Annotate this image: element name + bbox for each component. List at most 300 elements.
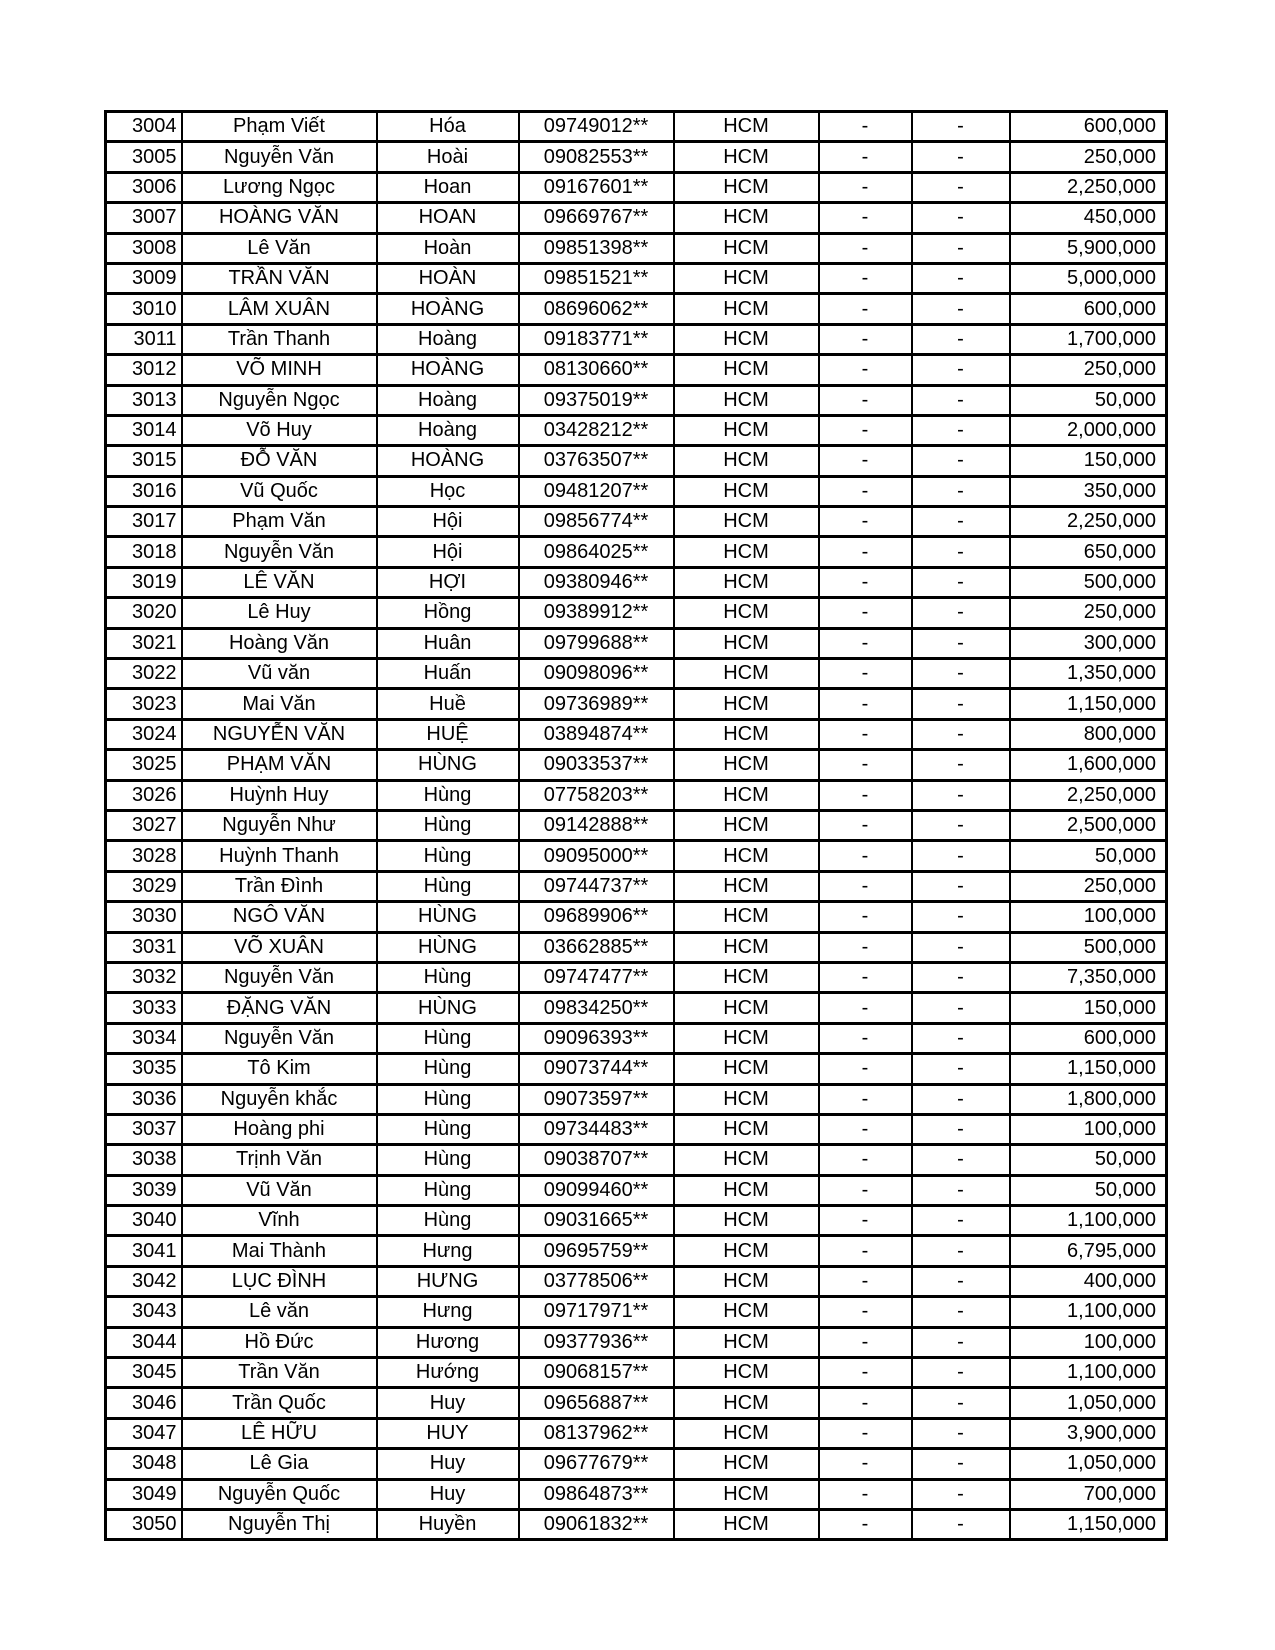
cell-phone-masked: 09073597**	[519, 1084, 674, 1114]
cell-phone-masked: 08696062**	[519, 294, 674, 324]
cell-amount: 3,900,000	[1010, 1418, 1167, 1448]
cell-member-id: 3037	[106, 1114, 182, 1144]
cell-blank-col-2: -	[912, 1327, 1010, 1357]
cell-amount: 100,000	[1010, 1327, 1167, 1357]
cell-first-middle-name: Phạm Viết	[182, 112, 377, 142]
cell-blank-col-1: -	[819, 1449, 912, 1479]
cell-member-id: 3011	[106, 324, 182, 354]
cell-amount: 150,000	[1010, 993, 1167, 1023]
cell-amount: 5,900,000	[1010, 233, 1167, 263]
cell-phone-masked: 07758203**	[519, 780, 674, 810]
cell-blank-col-1: -	[819, 628, 912, 658]
cell-city: HCM	[674, 659, 819, 689]
cell-member-id: 3008	[106, 233, 182, 263]
cell-phone-masked: 03763507**	[519, 446, 674, 476]
cell-member-id: 3013	[106, 385, 182, 415]
cell-phone-masked: 09856774**	[519, 507, 674, 537]
cell-city: HCM	[674, 1175, 819, 1205]
cell-blank-col-1: -	[819, 1175, 912, 1205]
cell-last-name: Hóa	[377, 112, 519, 142]
cell-last-name: HUỆ	[377, 719, 519, 749]
cell-city: HCM	[674, 385, 819, 415]
cell-last-name: Huân	[377, 628, 519, 658]
cell-last-name: Hội	[377, 507, 519, 537]
cell-blank-col-1: -	[819, 1509, 912, 1539]
cell-first-middle-name: Nguyễn Như	[182, 810, 377, 840]
cell-amount: 1,050,000	[1010, 1388, 1167, 1418]
cell-blank-col-2: -	[912, 1206, 1010, 1236]
cell-last-name: Huấn	[377, 659, 519, 689]
cell-member-id: 3017	[106, 507, 182, 537]
cell-city: HCM	[674, 962, 819, 992]
cell-blank-col-2: -	[912, 172, 1010, 202]
cell-member-id: 3043	[106, 1297, 182, 1327]
cell-blank-col-1: -	[819, 567, 912, 597]
cell-amount: 800,000	[1010, 719, 1167, 749]
cell-phone-masked: 09031665**	[519, 1206, 674, 1236]
cell-amount: 1,700,000	[1010, 324, 1167, 354]
cell-blank-col-2: -	[912, 1388, 1010, 1418]
cell-phone-masked: 03428212**	[519, 415, 674, 445]
cell-first-middle-name: Vũ Văn	[182, 1175, 377, 1205]
cell-blank-col-1: -	[819, 871, 912, 901]
cell-blank-col-2: -	[912, 1449, 1010, 1479]
cell-amount: 50,000	[1010, 1175, 1167, 1205]
cell-blank-col-2: -	[912, 1054, 1010, 1084]
cell-phone-masked: 09669767**	[519, 203, 674, 233]
cell-first-middle-name: Hoàng Văn	[182, 628, 377, 658]
cell-phone-masked: 09068157**	[519, 1358, 674, 1388]
cell-blank-col-2: -	[912, 233, 1010, 263]
cell-amount: 2,250,000	[1010, 507, 1167, 537]
cell-member-id: 3012	[106, 355, 182, 385]
cell-blank-col-1: -	[819, 1023, 912, 1053]
cell-first-middle-name: HOÀNG VĂN	[182, 203, 377, 233]
cell-last-name: Hùng	[377, 780, 519, 810]
cell-city: HCM	[674, 780, 819, 810]
cell-city: HCM	[674, 1479, 819, 1509]
table-row	[106, 1327, 1167, 1357]
cell-blank-col-1: -	[819, 719, 912, 749]
cell-amount: 300,000	[1010, 628, 1167, 658]
cell-member-id: 3044	[106, 1327, 182, 1357]
cell-first-middle-name: Nguyễn Ngọc	[182, 385, 377, 415]
cell-last-name: Hùng	[377, 1023, 519, 1053]
cell-blank-col-2: -	[912, 537, 1010, 567]
cell-last-name: Hoàng	[377, 415, 519, 445]
cell-phone-masked: 09851398**	[519, 233, 674, 263]
table-row	[106, 537, 1167, 567]
table-row	[106, 932, 1167, 962]
cell-blank-col-2: -	[912, 476, 1010, 506]
cell-first-middle-name: Huỳnh Huy	[182, 780, 377, 810]
table-row	[106, 355, 1167, 385]
table-row	[106, 233, 1167, 263]
table-row	[106, 507, 1167, 537]
cell-phone-masked: 09864025**	[519, 537, 674, 567]
cell-blank-col-1: -	[819, 1206, 912, 1236]
cell-member-id: 3023	[106, 689, 182, 719]
table-row	[106, 1388, 1167, 1418]
cell-last-name: Huy	[377, 1479, 519, 1509]
cell-blank-col-2: -	[912, 1358, 1010, 1388]
cell-amount: 2,000,000	[1010, 415, 1167, 445]
cell-city: HCM	[674, 507, 819, 537]
cell-amount: 6,795,000	[1010, 1236, 1167, 1266]
cell-amount: 450,000	[1010, 203, 1167, 233]
cell-city: HCM	[674, 841, 819, 871]
member-table	[104, 110, 1168, 1541]
cell-first-middle-name: Phạm Văn	[182, 507, 377, 537]
cell-phone-masked: 09736989**	[519, 689, 674, 719]
cell-blank-col-2: -	[912, 1418, 1010, 1448]
cell-amount: 350,000	[1010, 476, 1167, 506]
cell-amount: 1,600,000	[1010, 750, 1167, 780]
cell-member-id: 3048	[106, 1449, 182, 1479]
cell-phone-masked: 09167601**	[519, 172, 674, 202]
cell-blank-col-2: -	[912, 932, 1010, 962]
table-row	[106, 385, 1167, 415]
cell-blank-col-2: -	[912, 294, 1010, 324]
cell-city: HCM	[674, 598, 819, 628]
table-row	[106, 902, 1167, 932]
cell-last-name: Huề	[377, 689, 519, 719]
cell-phone-masked: 09481207**	[519, 476, 674, 506]
cell-last-name: Hội	[377, 537, 519, 567]
cell-blank-col-1: -	[819, 993, 912, 1023]
cell-blank-col-1: -	[819, 1327, 912, 1357]
cell-blank-col-1: -	[819, 1054, 912, 1084]
cell-amount: 600,000	[1010, 294, 1167, 324]
table-row	[106, 689, 1167, 719]
cell-phone-masked: 09656887**	[519, 1388, 674, 1418]
cell-city: HCM	[674, 1236, 819, 1266]
cell-member-id: 3039	[106, 1175, 182, 1205]
cell-city: HCM	[674, 871, 819, 901]
table-row	[106, 142, 1167, 172]
cell-first-middle-name: LỤC ĐÌNH	[182, 1266, 377, 1296]
cell-blank-col-2: -	[912, 355, 1010, 385]
cell-phone-masked: 03662885**	[519, 932, 674, 962]
cell-member-id: 3009	[106, 263, 182, 293]
table-row	[106, 993, 1167, 1023]
cell-blank-col-2: -	[912, 993, 1010, 1023]
cell-city: HCM	[674, 810, 819, 840]
cell-last-name: Hương	[377, 1327, 519, 1357]
cell-first-middle-name: Lương Ngọc	[182, 172, 377, 202]
cell-blank-col-2: -	[912, 1509, 1010, 1539]
cell-amount: 600,000	[1010, 1023, 1167, 1053]
cell-member-id: 3014	[106, 415, 182, 445]
cell-amount: 700,000	[1010, 1479, 1167, 1509]
cell-phone-masked: 09677679**	[519, 1449, 674, 1479]
cell-amount: 500,000	[1010, 932, 1167, 962]
cell-amount: 250,000	[1010, 355, 1167, 385]
cell-first-middle-name: Lê Gia	[182, 1449, 377, 1479]
cell-blank-col-2: -	[912, 841, 1010, 871]
cell-member-id: 3047	[106, 1418, 182, 1448]
cell-blank-col-1: -	[819, 1145, 912, 1175]
cell-city: HCM	[674, 1145, 819, 1175]
cell-blank-col-2: -	[912, 1236, 1010, 1266]
cell-last-name: HÙNG	[377, 932, 519, 962]
cell-blank-col-2: -	[912, 446, 1010, 476]
cell-blank-col-1: -	[819, 689, 912, 719]
cell-first-middle-name: Nguyễn Quốc	[182, 1479, 377, 1509]
cell-blank-col-2: -	[912, 263, 1010, 293]
cell-member-id: 3018	[106, 537, 182, 567]
table-row	[106, 324, 1167, 354]
cell-member-id: 3029	[106, 871, 182, 901]
cell-city: HCM	[674, 294, 819, 324]
cell-blank-col-2: -	[912, 385, 1010, 415]
cell-blank-col-2: -	[912, 780, 1010, 810]
cell-phone-masked: 09375019**	[519, 385, 674, 415]
table-row	[106, 841, 1167, 871]
cell-last-name: Hùng	[377, 841, 519, 871]
cell-first-middle-name: Hồ Đức	[182, 1327, 377, 1357]
cell-amount: 2,500,000	[1010, 810, 1167, 840]
cell-city: HCM	[674, 1327, 819, 1357]
cell-first-middle-name: NGUYỄN VĂN	[182, 719, 377, 749]
cell-amount: 50,000	[1010, 841, 1167, 871]
cell-amount: 650,000	[1010, 537, 1167, 567]
cell-city: HCM	[674, 993, 819, 1023]
cell-member-id: 3045	[106, 1358, 182, 1388]
cell-member-id: 3049	[106, 1479, 182, 1509]
cell-city: HCM	[674, 1054, 819, 1084]
table-row	[106, 1114, 1167, 1144]
cell-member-id: 3050	[106, 1509, 182, 1539]
cell-member-id: 3005	[106, 142, 182, 172]
cell-amount: 50,000	[1010, 385, 1167, 415]
cell-blank-col-2: -	[912, 598, 1010, 628]
cell-amount: 2,250,000	[1010, 780, 1167, 810]
cell-first-middle-name: Trần Văn	[182, 1358, 377, 1388]
table-row	[106, 203, 1167, 233]
cell-amount: 150,000	[1010, 446, 1167, 476]
table-row	[106, 263, 1167, 293]
cell-blank-col-2: -	[912, 871, 1010, 901]
cell-first-middle-name: Trần Quốc	[182, 1388, 377, 1418]
table-row	[106, 780, 1167, 810]
cell-member-id: 3015	[106, 446, 182, 476]
cell-blank-col-1: -	[819, 172, 912, 202]
cell-blank-col-1: -	[819, 902, 912, 932]
cell-blank-col-2: -	[912, 659, 1010, 689]
cell-last-name: Hoài	[377, 142, 519, 172]
table-row	[106, 112, 1167, 142]
cell-first-middle-name: TRẦN VĂN	[182, 263, 377, 293]
cell-blank-col-1: -	[819, 780, 912, 810]
cell-phone-masked: 09073744**	[519, 1054, 674, 1084]
cell-member-id: 3028	[106, 841, 182, 871]
cell-member-id: 3042	[106, 1266, 182, 1296]
cell-blank-col-1: -	[819, 810, 912, 840]
cell-first-middle-name: Nguyễn khắc	[182, 1084, 377, 1114]
cell-blank-col-2: -	[912, 1023, 1010, 1053]
cell-last-name: Hoàn	[377, 233, 519, 263]
cell-last-name: Hùng	[377, 871, 519, 901]
cell-phone-masked: 08130660**	[519, 355, 674, 385]
cell-first-middle-name: Vĩnh	[182, 1206, 377, 1236]
cell-amount: 250,000	[1010, 142, 1167, 172]
cell-amount: 1,800,000	[1010, 1084, 1167, 1114]
cell-last-name: Hùng	[377, 1054, 519, 1084]
cell-blank-col-2: -	[912, 112, 1010, 142]
cell-last-name: HƯNG	[377, 1266, 519, 1296]
cell-phone-masked: 09098096**	[519, 659, 674, 689]
cell-last-name: Hùng	[377, 1206, 519, 1236]
cell-blank-col-1: -	[819, 1266, 912, 1296]
cell-last-name: HỢI	[377, 567, 519, 597]
cell-last-name: Huy	[377, 1449, 519, 1479]
cell-city: HCM	[674, 263, 819, 293]
cell-city: HCM	[674, 142, 819, 172]
cell-first-middle-name: Mai Văn	[182, 689, 377, 719]
cell-city: HCM	[674, 1114, 819, 1144]
table-row	[106, 1449, 1167, 1479]
cell-first-middle-name: PHẠM VĂN	[182, 750, 377, 780]
cell-blank-col-1: -	[819, 598, 912, 628]
cell-blank-col-1: -	[819, 203, 912, 233]
cell-blank-col-2: -	[912, 719, 1010, 749]
cell-blank-col-2: -	[912, 567, 1010, 597]
cell-member-id: 3027	[106, 810, 182, 840]
table-row	[106, 446, 1167, 476]
cell-phone-masked: 09734483**	[519, 1114, 674, 1144]
cell-member-id: 3041	[106, 1236, 182, 1266]
cell-city: HCM	[674, 1418, 819, 1448]
cell-last-name: HÙNG	[377, 750, 519, 780]
cell-city: HCM	[674, 932, 819, 962]
table-row	[106, 1206, 1167, 1236]
cell-member-id: 3046	[106, 1388, 182, 1418]
cell-member-id: 3033	[106, 993, 182, 1023]
cell-first-middle-name: VÕ XUÂN	[182, 932, 377, 962]
table-row	[106, 476, 1167, 506]
cell-first-middle-name: Trần Thanh	[182, 324, 377, 354]
table-row	[106, 871, 1167, 901]
cell-member-id: 3038	[106, 1145, 182, 1175]
table-row	[106, 1509, 1167, 1539]
cell-last-name: HUY	[377, 1418, 519, 1448]
cell-first-middle-name: Nguyễn Văn	[182, 962, 377, 992]
cell-city: HCM	[674, 719, 819, 749]
cell-first-middle-name: Nguyễn Thị	[182, 1509, 377, 1539]
cell-city: HCM	[674, 1449, 819, 1479]
cell-city: HCM	[674, 1509, 819, 1539]
cell-phone-masked: 09689906**	[519, 902, 674, 932]
cell-blank-col-2: -	[912, 415, 1010, 445]
cell-member-id: 3035	[106, 1054, 182, 1084]
cell-blank-col-2: -	[912, 750, 1010, 780]
cell-city: HCM	[674, 355, 819, 385]
cell-blank-col-1: -	[819, 476, 912, 506]
cell-amount: 250,000	[1010, 871, 1167, 901]
cell-member-id: 3022	[106, 659, 182, 689]
cell-first-middle-name: Lê Huy	[182, 598, 377, 628]
cell-last-name: Học	[377, 476, 519, 506]
cell-city: HCM	[674, 415, 819, 445]
cell-blank-col-1: -	[819, 932, 912, 962]
cell-first-middle-name: LÊ VĂN	[182, 567, 377, 597]
cell-blank-col-2: -	[912, 1479, 1010, 1509]
table-row	[106, 415, 1167, 445]
cell-member-id: 3036	[106, 1084, 182, 1114]
cell-member-id: 3004	[106, 112, 182, 142]
table-row	[106, 659, 1167, 689]
cell-phone-masked: 09747477**	[519, 962, 674, 992]
cell-city: HCM	[674, 446, 819, 476]
cell-blank-col-2: -	[912, 810, 1010, 840]
cell-amount: 1,100,000	[1010, 1358, 1167, 1388]
cell-amount: 1,050,000	[1010, 1449, 1167, 1479]
cell-last-name: Hùng	[377, 962, 519, 992]
cell-member-id: 3019	[106, 567, 182, 597]
cell-member-id: 3026	[106, 780, 182, 810]
cell-amount: 1,100,000	[1010, 1206, 1167, 1236]
cell-last-name: Hưng	[377, 1297, 519, 1327]
cell-blank-col-2: -	[912, 1084, 1010, 1114]
cell-amount: 2,250,000	[1010, 172, 1167, 202]
cell-first-middle-name: Nguyễn Văn	[182, 1023, 377, 1053]
cell-blank-col-2: -	[912, 142, 1010, 172]
cell-blank-col-1: -	[819, 537, 912, 567]
cell-first-middle-name: NGÔ VĂN	[182, 902, 377, 932]
cell-amount: 100,000	[1010, 902, 1167, 932]
cell-member-id: 3030	[106, 902, 182, 932]
table-row	[106, 1145, 1167, 1175]
cell-city: HCM	[674, 172, 819, 202]
cell-blank-col-1: -	[819, 659, 912, 689]
cell-city: HCM	[674, 1206, 819, 1236]
table-row	[106, 1266, 1167, 1296]
cell-first-middle-name: LÊ HỮU	[182, 1418, 377, 1448]
cell-phone-masked: 09744737**	[519, 871, 674, 901]
cell-phone-masked: 09834250**	[519, 993, 674, 1023]
cell-blank-col-1: -	[819, 324, 912, 354]
cell-blank-col-2: -	[912, 1297, 1010, 1327]
cell-first-middle-name: ĐỖ VĂN	[182, 446, 377, 476]
cell-city: HCM	[674, 1297, 819, 1327]
cell-phone-masked: 09389912**	[519, 598, 674, 628]
table-row	[106, 1418, 1167, 1448]
cell-city: HCM	[674, 689, 819, 719]
cell-blank-col-1: -	[819, 1084, 912, 1114]
table-row	[106, 719, 1167, 749]
table-row	[106, 962, 1167, 992]
cell-blank-col-2: -	[912, 507, 1010, 537]
table-row	[106, 567, 1167, 597]
cell-blank-col-1: -	[819, 962, 912, 992]
cell-blank-col-2: -	[912, 689, 1010, 719]
cell-member-id: 3016	[106, 476, 182, 506]
cell-last-name: Hưng	[377, 1236, 519, 1266]
cell-blank-col-2: -	[912, 962, 1010, 992]
cell-last-name: Hùng	[377, 810, 519, 840]
cell-blank-col-1: -	[819, 112, 912, 142]
cell-blank-col-2: -	[912, 203, 1010, 233]
cell-blank-col-2: -	[912, 902, 1010, 932]
cell-blank-col-1: -	[819, 1418, 912, 1448]
table-row	[106, 1023, 1167, 1053]
cell-first-middle-name: Võ Huy	[182, 415, 377, 445]
cell-member-id: 3021	[106, 628, 182, 658]
cell-amount: 5,000,000	[1010, 263, 1167, 293]
cell-phone-masked: 09038707**	[519, 1145, 674, 1175]
cell-member-id: 3024	[106, 719, 182, 749]
